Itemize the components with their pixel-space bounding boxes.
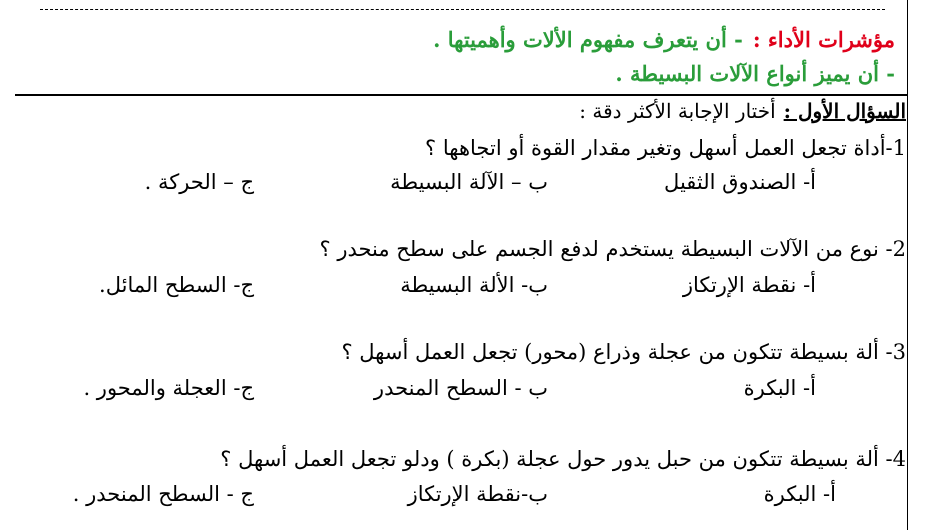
q2-option-a: أ- نقطة الإرتكاز	[682, 273, 816, 297]
objective-2: - أن يميز أنواع الآلات البسيطة .	[615, 61, 895, 86]
q4-option-c: ج - السطح المنحدر .	[72, 482, 254, 506]
top-dashed-divider	[40, 9, 885, 10]
question-4: 4- ألة بسيطة تتكون من حبل يدور حول عجلة (بكرة ) ودلو تجعل العمل أسهل ؟	[220, 447, 906, 471]
question-3: 3- ألة بسيطة تتكون من عجلة وذراع (محور) تجعل العمل أسهل ؟	[341, 340, 906, 364]
section-divider	[15, 94, 907, 96]
performance-label: مؤشرات الأداء :	[752, 27, 895, 52]
q1-option-a: أ- الصندوق الثقيل	[664, 170, 816, 194]
q4-option-a: أ- البكرة	[763, 482, 836, 506]
q3-option-c: ج- العجلة والمحور .	[83, 376, 254, 400]
q3-option-b: ب - السطح المنحدر	[373, 376, 548, 400]
page-right-border	[907, 0, 908, 530]
q1-option-b: ب – الآلة البسيطة	[390, 170, 548, 194]
performance-indicators	[0, 18, 907, 94]
q4-option-b: ب-نقطة الإرتكاز	[407, 482, 548, 506]
performance-line-2	[615, 61, 895, 86]
question-2: 2- نوع من الآلات البسيطة يستخدم لدفع الجسم على سطح منحدر ؟	[319, 237, 906, 261]
q3-option-a: أ- البكرة	[743, 376, 816, 400]
section-header	[579, 99, 906, 123]
objective-1: - أن يتعرف مفهوم الألات وأهميتها .	[433, 27, 743, 52]
section-instruction: أختار الإجابة الأكثر دقة :	[579, 99, 776, 123]
q2-option-b: ب- الألة البسيطة	[400, 273, 548, 297]
q1-option-c: ج – الحركة .	[144, 170, 254, 194]
q2-option-c: ج- السطح المائل.	[99, 273, 254, 297]
question-1: 1-أداة تجعل العمل أسهل وتغير مقدار القوة أو اتجاهها ؟	[425, 136, 906, 160]
performance-line-1	[433, 27, 895, 52]
section-title: السؤال الأول :	[783, 99, 906, 123]
